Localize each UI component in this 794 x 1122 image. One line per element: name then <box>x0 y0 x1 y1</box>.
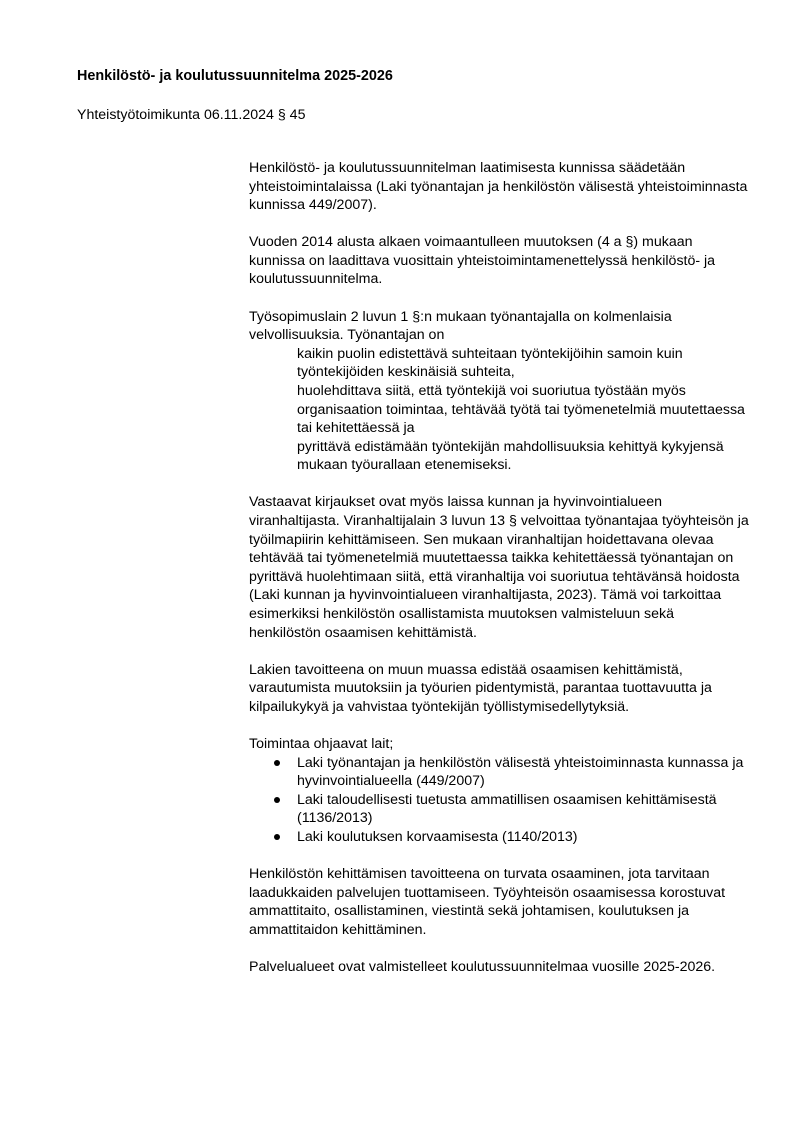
bullet-icon <box>274 760 280 766</box>
document-body <box>249 159 749 976</box>
law-item: Laki taloudellisesti tuetusta ammatillisen osaamisen kehittämisestä (1136/2013) <box>249 791 749 828</box>
laws-list <box>249 754 749 847</box>
law-item: Laki koulutuksen korvaamisesta (1140/2013) <box>249 828 749 847</box>
obligation-item: kaikin puolin edistettävä suhteitaan työntekijöihin samoin kuin työntekijöiden keskinäisiä suhteita, <box>297 345 683 381</box>
paragraph-service-areas: Palvelualueet ovat valmistelleet koulutussuunnitelmaa vuosille 2025-2026. <box>249 958 716 975</box>
obligations-list <box>297 345 749 475</box>
document-title: Henkilöstö- ja koulutussuunnitelma 2025-2026 <box>77 68 393 84</box>
paragraph-development-goal: Henkilöstön kehittämisen tavoitteena on turvata osaaminen, jota tarvitaan laadukkaiden palvelujen tuottamiseen. Työyhteisön osaamisessa korostuvat ammattitaito, osallistaminen, viestintä sekä johtamisen, koulutuksen ja ammattitaidon kehittäminen. <box>249 866 726 938</box>
paragraph-legal-basis: Henkilöstö- ja koulutussuunnitelman laatimisesta kunnissa säädetään yhteistoimintalaissa (Laki työnantajan ja henkilöstön välisestä yhteistoiminnasta kunnissa 449/2007). <box>249 160 748 214</box>
meeting-reference: Yhteistyötoimikunta 06.11.2024 § 45 <box>77 107 306 123</box>
bullet-icon <box>274 834 280 840</box>
paragraph-employer-duties: Työsopimuslain 2 luvun 1 §:n mukaan työnantajalla on kolmenlaisia velvollisuuksia. Työnantajan on <box>249 308 672 344</box>
paragraph-amendment: Vuoden 2014 alusta alkaen voimaantulleen muutoksen (4 a §) mukaan kunnissa on laadittava vuosittain yhteistoimintamenettelyssä henkilöstö- ja koulutussuunnitelma. <box>249 234 716 288</box>
paragraph-civil-servant-law: Vastaavat kirjaukset ovat myös laissa kunnan ja hyvinvointialueen viranhaltijasta. Viranhaltijalain 3 luvun 13 § velvoittaa työnantajaa työyhteisön ja työilmapiirin kehittämiseen. Sen mukaan viranhaltijan hoidettavana olevaa tehtävää tai työmenetelmiä muutettaessa taikka kehitettäessä työnantajan on pyrittävä huolehtimaan siitä, että viranhaltija voi suoriutua tehtävänsä hoidosta (Laki kunnan ja hyvinvointialueen viranhaltijasta, 2023). Tämä voi tarkoittaa esimerkiksi henkilöstön osallistamista muutoksen valmisteluun sekä henkilöstön osaamisen kehittämistä. <box>249 494 749 641</box>
obligation-item: pyrittävä edistämään työntekijän mahdollisuuksia kehittyä kykyjensä mukaan työurallaan etenemiseksi. <box>297 438 724 474</box>
bullet-icon <box>274 797 280 803</box>
paragraph-law-goals: Lakien tavoitteena on muun muassa edistää osaamisen kehittämistä, varautumista muutoksiin ja työurien pidentymistä, parantaa tuottavuutta ja kilpailukykyä ja vahvistaa työntekijän työllistymisedellytyksiä. <box>249 661 712 715</box>
paragraph-laws-intro: Toimintaa ohjaavat lait; <box>249 735 394 752</box>
obligation-item: huolehdittava siitä, että työntekijä voi suoriutua työstään myös organisaation toimintaa, tehtävää työtä tai työmenetelmiä muutettaessa tai kehitettäessä ja <box>297 382 745 437</box>
law-item: Laki työnantajan ja henkilöstön välisestä yhteistoiminnasta kunnassa ja hyvinvointialueella (449/2007) <box>249 754 749 791</box>
